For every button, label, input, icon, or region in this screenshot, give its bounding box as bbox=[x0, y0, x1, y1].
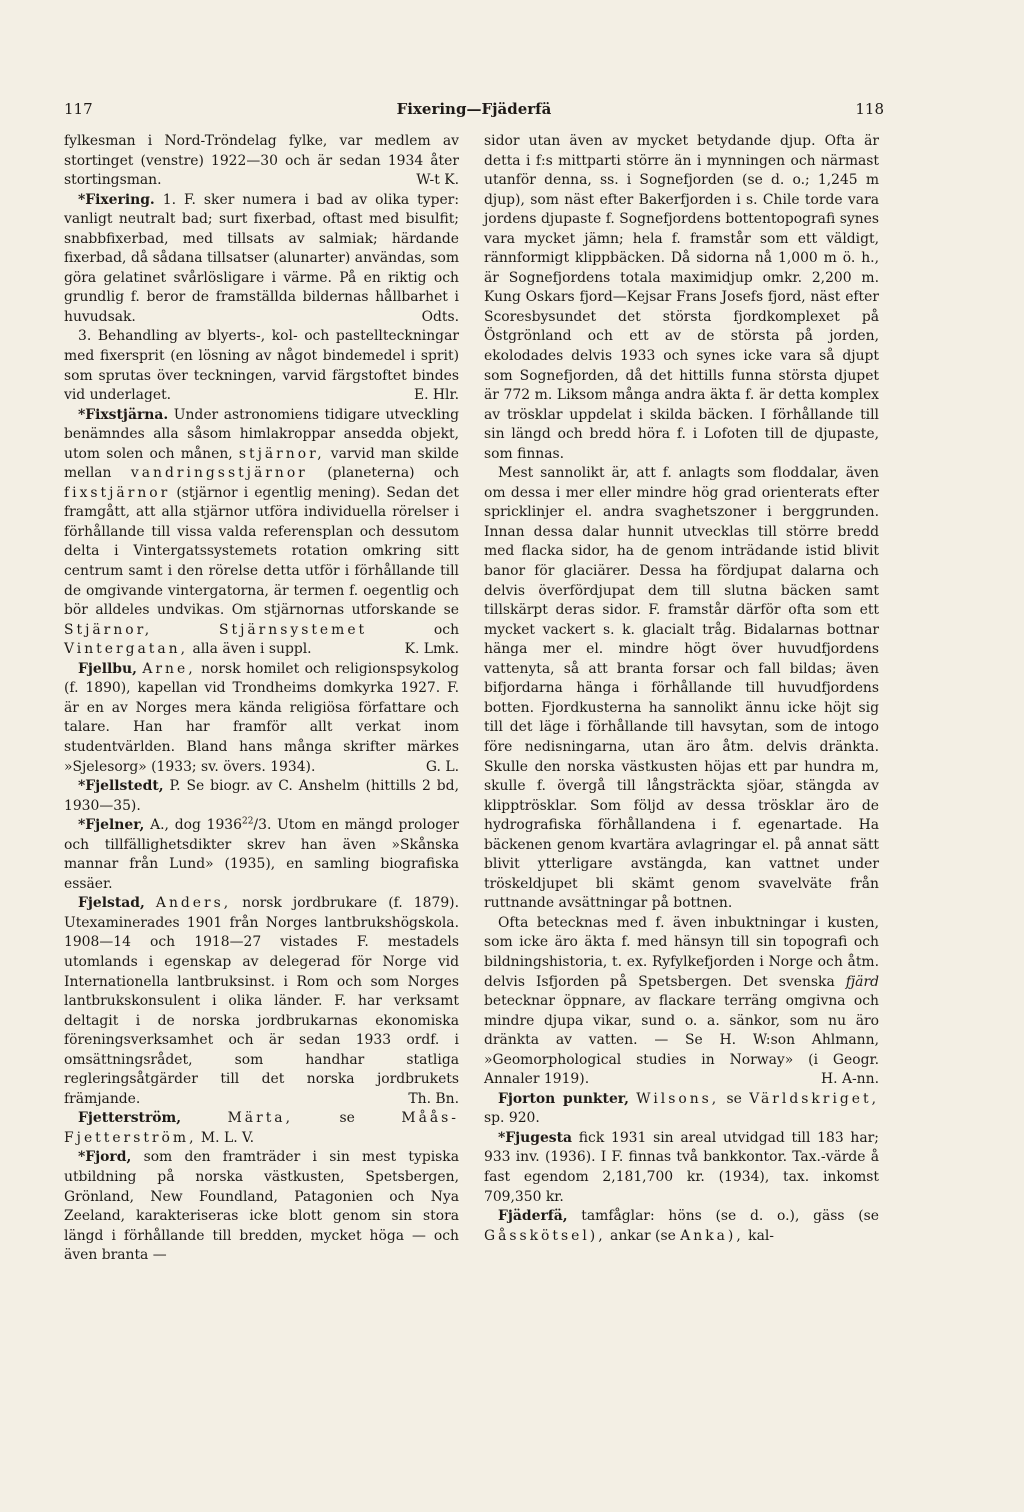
entry-fixering-3 bbox=[64, 327, 459, 405]
entry-text: /3. Utom en mängd prologer och tillfällighetsdikter skrev han även »Skånska mannar från Lund» (1935), en samling biografiska essäer. bbox=[64, 817, 459, 892]
entry-fjord bbox=[64, 1148, 459, 1265]
superscript: 22 bbox=[241, 816, 254, 827]
cross-reference: Gåsskötsel), bbox=[484, 1227, 606, 1244]
signature: Th. Bn. bbox=[408, 1090, 459, 1107]
headword: *Fjugesta bbox=[498, 1129, 573, 1146]
entry-text: betecknar öppnare, av flackare terräng omgivna och mindre djupa vikar, sund o. a. sänkor, som nu äro dränkta av vatten. — Se H. W:son Ahlmann, »Geomorphological studies in Norway» (i Geogr. Annaler 1919). bbox=[484, 993, 879, 1088]
entry-text: och bbox=[433, 621, 460, 638]
entry-text: fick 1931 sin areal utvidgad till 183 har; 933 inv. (1936). I F. finnas två bankkontor. Tax.-värde å fast egendom 2,181,700 kr. (1934), tax. inkomst 709,350 kr. bbox=[484, 1129, 879, 1205]
entry-fjelstad bbox=[64, 894, 459, 1109]
entry-text: varvid man skilde mellan bbox=[64, 445, 459, 482]
signature: G. L. bbox=[425, 758, 459, 775]
entry-fjaderfa bbox=[484, 1207, 879, 1246]
headword: Fjellbu, bbox=[78, 660, 137, 677]
entry-text: (stjärnor i egentlig mening). Sedan det framgått, att alla stjärnor utföra individuella rörelser i förhållande till vissa valda referensplan och dessutom delta i Vintergatssystemets rotation omkring sitt centrum samt i den rörelse detta utför i förhållande till de omgivande vintergatorna, är termen f. oegentlig och bör alldeles undvikas. Om stjärnornas utforskande se bbox=[64, 484, 459, 619]
signature: E. Hlr. bbox=[413, 387, 459, 404]
entry-fjellbu bbox=[64, 660, 459, 777]
spaced-name: Arne, bbox=[142, 660, 196, 677]
entry-fjellstedt bbox=[64, 777, 459, 816]
signature: W-t K. bbox=[416, 172, 459, 189]
entry-text: kal- bbox=[748, 1227, 774, 1244]
entry-text: norsk jordbrukare (f. 1879). Utexaminerades 1901 från Norges lantbrukshögskola. 1908—14 och 1918—27 vistades F. mestadels utomlands i egenskap av delegerad för Norge vid Internationella lantbruksinst. i Rom och som Norges lantbrukskonsulent i olika länder. F. har verksamt deltagit i de norska jordbrukarnas ekonomiska föreningsverksamhet och är sedan 1933 ordf. i omsättningsrådet, som handhar statliga regleringsåtgärder till det norska jordbrukets främjande. bbox=[64, 895, 459, 1107]
page-number-left: 117 bbox=[64, 100, 93, 118]
continuation-text: fylkesman i Nord-Tröndelag fylke, var medlem av stortinget (venstre) 1922—30 och är sedan 1934 åter stortingsman. bbox=[64, 133, 459, 189]
headword: *Fjellstedt, bbox=[78, 778, 164, 795]
headword: Fjelstad, bbox=[78, 895, 145, 912]
spaced-name: Märta, bbox=[227, 1110, 294, 1127]
entry-fjugesta bbox=[484, 1129, 879, 1207]
entry-text: sidor utan även av mycket betydande djup. Ofta är detta i f:s mittparti större än i mynningen och närmast utanför denna, ss. i Sognefjorden (se d. o.; 1,245 m djup), som näst efter Bakerfjorden i s. Chile torde vara jordens djupaste f. Sognefjordens bottentopografi synes vara mycket jämn; hela f. framstår som ett väldigt, rännformigt klippbäcken. Då sidorna nå 1,000 m ö. h., är Sognefjordens totala maximidjup omkr. 2,200 m. Kung Oskars fjord—Kejsar Frans Josefs fjord, näst efter Scoresbysundet det största fjordkomplexet på Östgrönland och ett av de största på jorden, ekolodades delvis 1933 och synes icke vara så djupt som Sognefjorden, då det hittills funna största djupet är 772 m. Liksom många andra äkta f. är detta komplex av trösklar uppdelat i skilda bäcken. I förhållande till sin längd och bredd höra f. i Lofoten till de djupaste, som finnas. bbox=[484, 133, 879, 462]
entry-text: se bbox=[726, 1090, 742, 1107]
spaced-name: Anders, bbox=[155, 895, 232, 912]
entry-text: sp. 920. bbox=[484, 1110, 540, 1127]
cross-reference: Vintergatan, bbox=[64, 641, 189, 658]
entry-text: M. L. V. bbox=[200, 1129, 255, 1146]
entry-text: norsk homilet och religionspsykolog (f. 1890), kapellan vid Trondheims domkyrka 1927. F. är en av Norges mera kända religiösa författare och talare. Han har framför allt verkat inom studentvärlden. Bland hans många skrifter märkes »Sjelesorg» (1933; sv. övers. 1934). bbox=[64, 660, 459, 775]
entry-fixstjarna bbox=[64, 406, 459, 660]
signature: Odts. bbox=[421, 308, 459, 325]
spaced-term: fixstjärnor bbox=[64, 484, 171, 501]
cross-reference: Stjärnor, bbox=[64, 621, 153, 638]
spaced-name: Wilsons, bbox=[636, 1090, 720, 1107]
cross-reference: Stjärnsystemet bbox=[218, 621, 368, 638]
cross-reference: Världskriget, bbox=[749, 1090, 879, 1107]
right-column bbox=[484, 132, 879, 1246]
continuation-entry bbox=[64, 132, 459, 191]
entry-fjord-paragraph-3 bbox=[484, 914, 879, 1090]
entry-text: tamfåglar: höns (se d. o.), gäss (se bbox=[581, 1208, 879, 1225]
entry-text: A., dog 1936 bbox=[150, 817, 242, 834]
headword: *Fjelner, bbox=[78, 817, 145, 834]
headword: *Fixering. bbox=[78, 191, 155, 208]
spaced-term: vandringsstjärnor bbox=[130, 465, 308, 482]
signature: H. A-nn. bbox=[821, 1071, 879, 1088]
entry-text: 1. F. sker numera i bad av olika typer: vanligt neutralt bad; surt fixerbad, oftast med bisulfit; snabbfixerbad, med tillsats av salmiak; härdande fixerbad, då sådana tillsatser (alunarter) användas, som göra gelatinet svårlösligare i värme. På en riktig och grundlig f. beror de framställda bildernas hållbarhet i huvudsak. bbox=[64, 191, 459, 325]
entry-text: alla även i suppl. bbox=[192, 641, 312, 658]
headword: Fjetterström, bbox=[78, 1110, 182, 1127]
headword: *Fjord, bbox=[78, 1149, 132, 1166]
headword: Fjorton punkter, bbox=[498, 1090, 629, 1107]
entry-fjord-continued bbox=[484, 132, 879, 464]
entry-text: Mest sannolikt är, att f. anlagts som floddalar, även om dessa i mer eller mindre hög grad orienterats efter spricklinjer el. andra svaghetszoner i berggrunden. Innan dessa dalar hunnit utvecklas till större bredd med flacka sidor, ha de genom inträdande istid blivit banor för glaciärer. Dessa ha fördjupat dalarna och delvis överfördjupat dem till slutna bäcken samt tillskärpt deras sidor. F. framstår därför ofta som ett mycket vackert s. k. glacialt tråg. Bidalarnas bottnar hänga mer el. mindre högt över huvudfjordens vattenyta, så att branta forsar och fall bildas; även bifjordarna hänga i förhållande till huvudfjordens botten. Fjordkusterna ha sannolikt ännu icke höjt sig till det läge i förhållande till havsytan, som de intogo före nedisningarna, utan äro åtm. delvis dränkta. Skulle den norska västkusten höjas ett par hundra m, skulle f. övergå till långsträckta sjöar, stängda av klipptrösklar. Som följd av dessa trösklar äro de hydrografiska förhållandena i f. egenartade. Ha bäckenen genom kvartära avlagringar el. på annat sätt blivit ytterligare avstängda, kan vattnet under tröskeldjupet bli skämt genom svavelväte från ruttnande avsättningar på bottnen. bbox=[484, 465, 879, 912]
left-column bbox=[64, 132, 459, 1266]
entry-text: som den framträder i sin mest typiska utbildning på norska västkusten, Spetsbergen, Grönland, New Foundland, Patagonien och Nya Zeeland, karakteriseras icke blott genom sin stora längd i förhållande till bredden, mycket höga — och även branta — bbox=[64, 1149, 459, 1264]
entry-text: P. Se biogr. av C. Anshelm (hittills 2 bd, 1930—35). bbox=[64, 778, 459, 814]
spaced-term: stjärnor, bbox=[238, 445, 325, 462]
entry-text: Under astronomiens tidigare utveckling benämndes alla såsom himlakroppar ansedda objekt, utom solen och månen, bbox=[64, 406, 460, 462]
cross-reference: Anka), bbox=[680, 1227, 744, 1244]
cross-reference: Måås-Fjetterström, bbox=[64, 1110, 459, 1146]
italic-term: fjärd bbox=[845, 973, 879, 990]
entry-fjorton-punkter bbox=[484, 1090, 879, 1129]
headword: Fjäderfä, bbox=[498, 1208, 568, 1225]
entry-fjetterstrom bbox=[64, 1109, 459, 1148]
signature: K. Lmk. bbox=[404, 641, 459, 658]
entry-fjelner bbox=[64, 816, 459, 894]
page-number-right: 118 bbox=[855, 100, 884, 118]
entry-text: ankar (se bbox=[610, 1227, 676, 1244]
entry-text: Ofta betecknas med f. även inbuktningar i kusten, som icke äro äkta f. med hänsyn till sin topografi och bildningshistoria, t. ex. Ryfylkefjorden i Norge och åtm. delvis Isfjorden på Spetsbergen. Det svenska bbox=[484, 914, 879, 990]
entry-fjord-paragraph-2 bbox=[484, 464, 879, 914]
entry-text: (planeterna) och bbox=[327, 465, 460, 482]
running-title: Fixering—Fjäderfä bbox=[396, 100, 552, 118]
headword: *Fixstjärna. bbox=[78, 406, 169, 423]
entry-fixering bbox=[64, 191, 459, 328]
entry-text: se bbox=[339, 1110, 355, 1127]
running-head bbox=[64, 100, 884, 122]
entry-text: 3. Behandling av blyerts-, kol- och pastellteckningar med fixersprit (en lösning av något bindemedel i sprit) som sprutas över teckningen, varvid färgstoftet bindes vid underlaget. bbox=[64, 328, 459, 404]
